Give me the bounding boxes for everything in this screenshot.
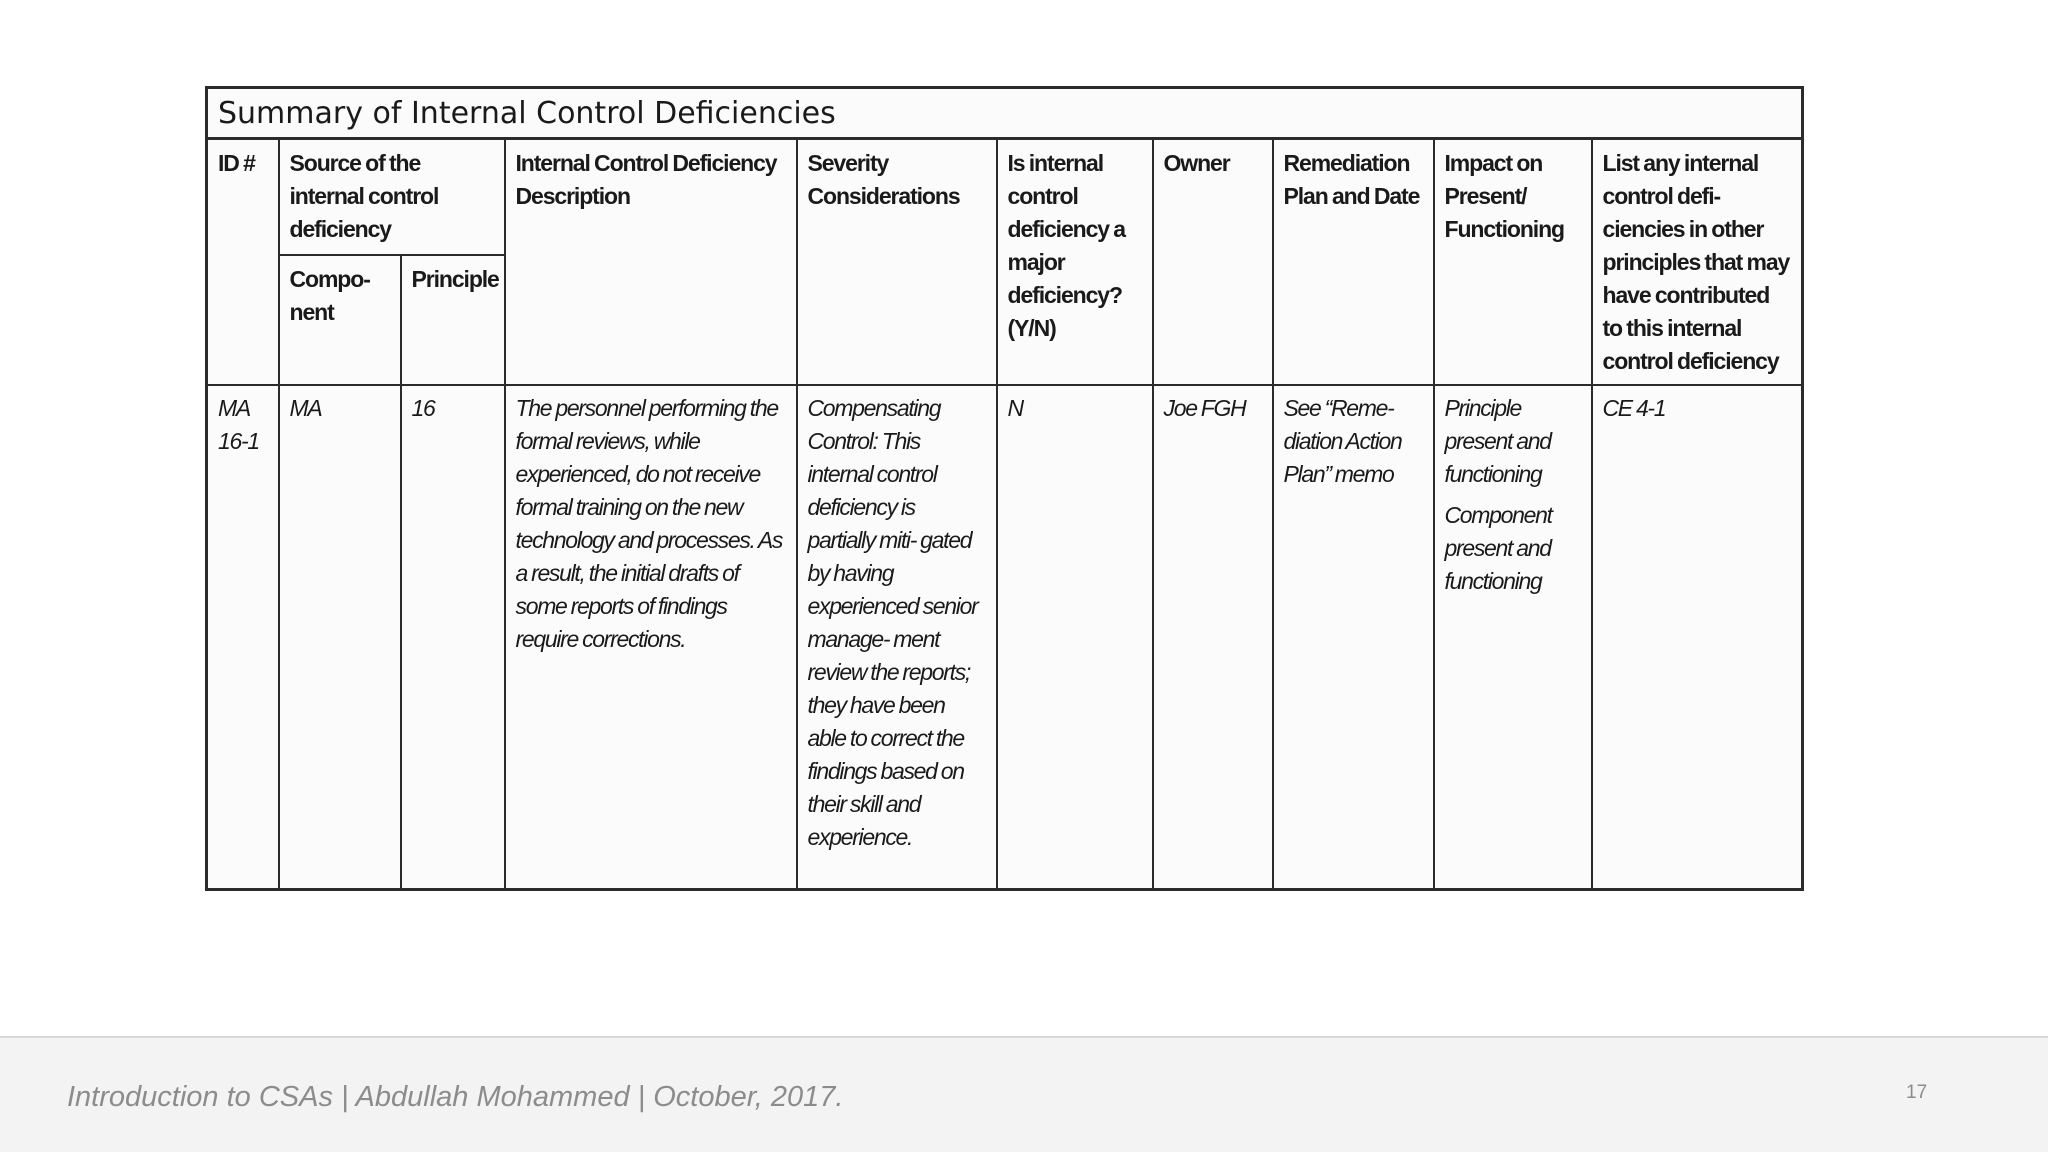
cell-principle: 16 xyxy=(401,385,505,890)
header-other-deficiencies: List any internal control defi- ciencies in other principles that may have contributed to this internal control deficiency xyxy=(1592,139,1803,386)
header-component: Compo- nent xyxy=(279,255,401,385)
cell-component: MA xyxy=(279,385,401,890)
deficiency-summary-table xyxy=(205,86,1804,891)
header-remediation: Remediation Plan and Date xyxy=(1273,139,1434,386)
impact-principle: Principle present and functioning xyxy=(1444,395,1551,487)
cell-description: The personnel performing the formal reviews, while experienced, do not receive formal training on the new technology and processes. As a result, the initial drafts of some reports of findings require corrections. xyxy=(505,385,797,890)
header-id: ID # xyxy=(207,139,279,386)
footer-text: Introduction to CSAs | Abdullah Mohammed | October, 2017. xyxy=(67,1081,844,1113)
header-principle: Principle xyxy=(401,255,505,385)
cell-owner: Joe FGH xyxy=(1153,385,1273,890)
page-number: 17 xyxy=(1906,1082,1928,1103)
header-source: Source of the internal control deficiency xyxy=(279,139,505,255)
header-owner: Owner xyxy=(1153,139,1273,386)
cell-remediation: See “Reme- diation Action Plan” memo xyxy=(1273,385,1434,890)
header-major-deficiency: Is internal control deficiency a major deficiency? (Y/N) xyxy=(997,139,1153,386)
cell-major-deficiency: N xyxy=(997,385,1153,890)
table-title: Summary of Internal Control Deficiencies xyxy=(207,88,1803,139)
table-row xyxy=(207,385,1803,890)
cell-impact xyxy=(1434,385,1592,890)
cell-severity: Compensating Control: This internal control deficiency is partially miti- gated by having experienced senior manage- ment review the reports; they have been able to correct the findings based on their skill and experience. xyxy=(797,385,997,890)
cell-id: MA 16-1 xyxy=(207,385,279,890)
header-description: Internal Control Deficiency Description xyxy=(505,139,797,386)
impact-component: Component present and functioning xyxy=(1444,502,1552,594)
cell-other-deficiencies: CE 4-1 xyxy=(1592,385,1803,890)
header-severity: Severity Considerations xyxy=(797,139,997,386)
header-impact: Impact on Present/ Functioning xyxy=(1434,139,1592,386)
